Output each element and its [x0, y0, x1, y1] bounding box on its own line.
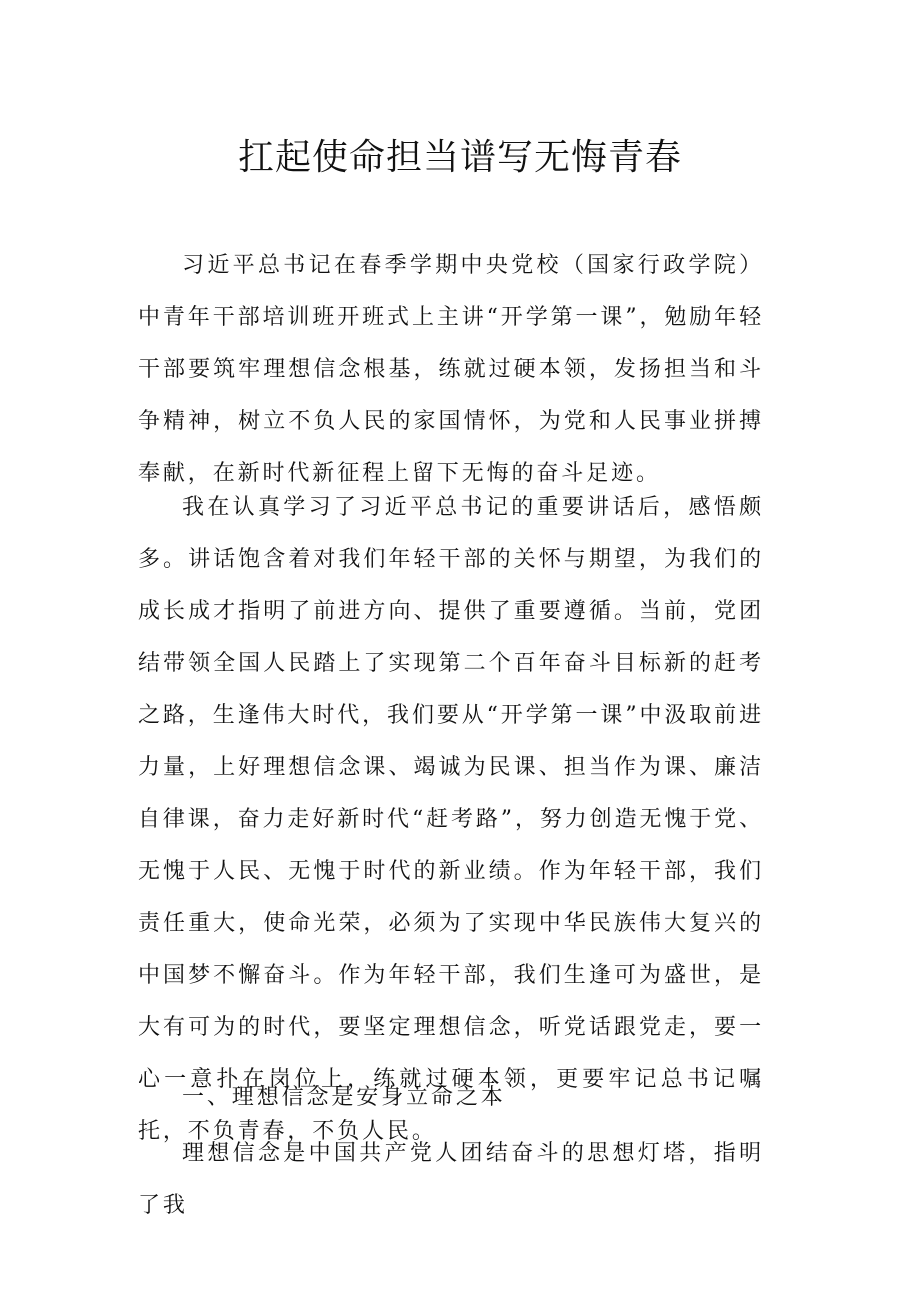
section-heading: 一、理想信念是安身立命之本 [182, 1085, 506, 1110]
section-paragraph: 理想信念是中国共产党人团结奋斗的思想灯塔，指明了我 [138, 1141, 764, 1218]
document-title: 扛起使命担当谱写无悔青春 [237, 137, 682, 178]
intro-paragraph: 习近平总书记在春季学期中央党校（国家行政学院）中青年干部培训班开班式上主讲“开学第一课”，勉励年轻干部要筑牢理想信念根基，练就过硬本领，发扬担当和斗争精神，树立不负人民的家国情怀，为党和人民事业拼搏奉献，在新时代新征程上留下无悔的奋斗足迹。 [138, 253, 764, 486]
reflection-paragraph: 我在认真学习了习近平总书记的重要讲话后，感悟颇多。讲话饱含着对我们年轻干部的关怀与期望，为我们的成长成才指明了前进方向、提供了重要遵循。当前，党团结带领全国人民踏上了实现第二个百年奋斗目标新的赶考之路，生逢伟大时代，我们要从“开学第一课”中汲取前进力量，上好理想信念课、竭诚为民课、担当作为课、廉洁自律课，奋力走好新时代“赶考路”，努力创造无愧于党、无愧于人民、无愧于时代的新业绩。作为年轻干部，我们责任重大，使命光荣，必须为了实现中华民族伟大复兴的中国梦不懈奋斗。作为年轻干部，我们生逢可为盛世，是大有可为的时代，要坚定理想信念，听党话跟党走，要一心一意扑在岗位上，练就过硬本领，更要牢记总书记嘱托，不负青春，不负人民。 [138, 495, 764, 1144]
